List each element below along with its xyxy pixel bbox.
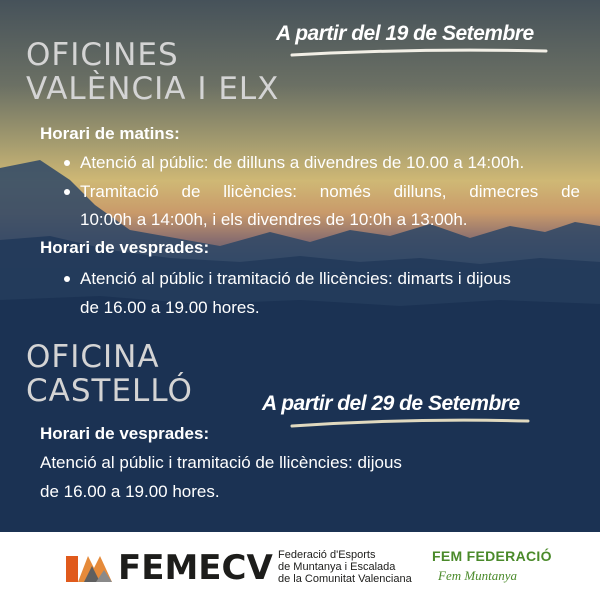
castello-text-line2: de 16.00 a 19.00 hores. <box>40 482 220 501</box>
brand-desc-line3: de la Comunitat Valenciana <box>278 573 412 585</box>
title-castello: CASTELLÓ <box>26 373 193 409</box>
bullet-icon <box>64 276 70 282</box>
morning-item-2-line2: 10:00h a 14:00h, i els divendres de 10:0h a 13:00h. <box>80 210 468 229</box>
slogan-fem-federacio: FEM FEDERACIÓ <box>432 548 552 564</box>
brand-name: FEMECV <box>118 548 273 588</box>
morning-item-1-line1: Atenció al públic: de dilluns a divendres de 10.00 a 14:00h. <box>80 153 525 172</box>
title-valencia-elx: VALÈNCIA I ELX <box>26 71 280 107</box>
bullet-icon <box>64 189 70 195</box>
afternoon-heading: Horari de vesprades: <box>40 238 210 257</box>
afternoon-item-1-line2: de 16.00 a 19.00 hores. <box>80 298 260 317</box>
brand-desc-line2: de Muntanya i Escalada <box>278 561 396 573</box>
title-oficina: OFICINA <box>26 339 160 375</box>
morning-item-2-line1: Tramitació de llicències: només dilluns, dimecres de <box>80 182 580 201</box>
slogan-fem-muntanya: Fem Muntanya <box>438 568 518 583</box>
mountain-logo-icon <box>66 548 112 582</box>
castello-afternoon-heading: Horari de vesprades: <box>40 424 210 443</box>
afternoon-item-1-line1: Atenció al públic i tramitació de llicències: dimarts i dijous <box>80 269 511 288</box>
brand-desc-line1: Federació d'Esports <box>278 549 376 561</box>
date-badge-castello: A partir del 29 de Setembre <box>262 392 520 415</box>
date-badge-valencia: A partir del 19 de Setembre <box>276 22 534 45</box>
morning-heading: Horari de matins: <box>40 124 180 143</box>
title-oficines: OFICINES <box>26 37 179 73</box>
castello-text-line1: Atenció al públic i tramitació de llicències: dijous <box>40 453 402 472</box>
bullet-icon <box>64 160 70 166</box>
